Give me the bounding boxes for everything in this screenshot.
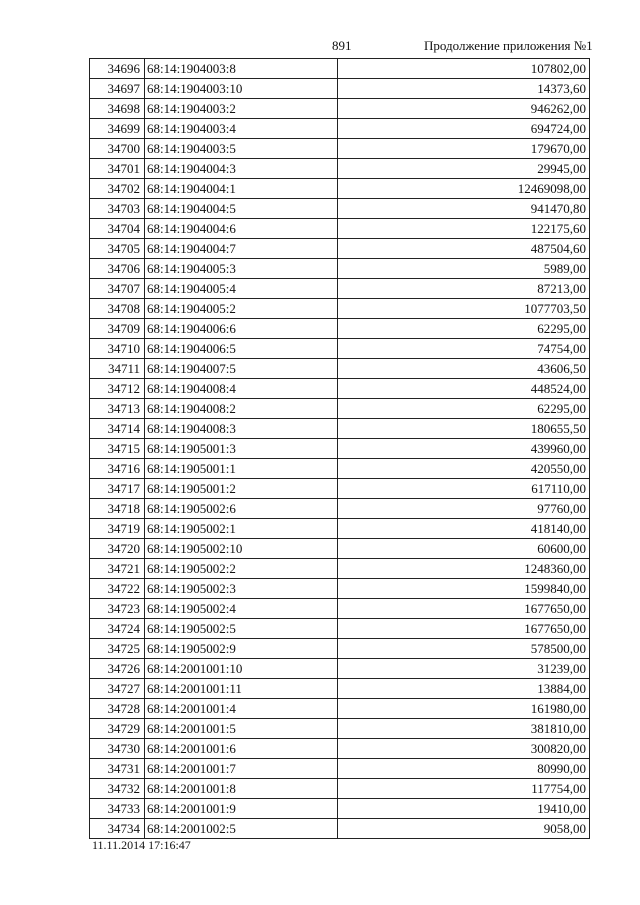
- value-cell: 381810,00: [338, 719, 590, 739]
- cadastral-number-cell: 68:14:2001001:9: [145, 799, 338, 819]
- table-row: [90, 359, 590, 379]
- row-number-cell: 34727: [90, 679, 145, 699]
- table-row: [90, 799, 590, 819]
- cadastral-number-cell: 68:14:1904006:6: [145, 319, 338, 339]
- value-cell: 617110,00: [338, 479, 590, 499]
- row-number-cell: 34700: [90, 139, 145, 159]
- row-number-cell: 34708: [90, 299, 145, 319]
- value-cell: 941470,80: [338, 199, 590, 219]
- cadastral-number-cell: 68:14:1904004:7: [145, 239, 338, 259]
- table-row: [90, 439, 590, 459]
- cadastral-number-cell: 68:14:1905002:3: [145, 579, 338, 599]
- cadastral-number-cell: 68:14:2001001:8: [145, 779, 338, 799]
- row-number-cell: 34731: [90, 759, 145, 779]
- cadastral-number-cell: 68:14:1904003:10: [145, 79, 338, 99]
- table-row: [90, 219, 590, 239]
- value-cell: 117754,00: [338, 779, 590, 799]
- row-number-cell: 34723: [90, 599, 145, 619]
- table-row: [90, 559, 590, 579]
- cadastral-number-cell: 68:14:1905002:9: [145, 639, 338, 659]
- table-row: [90, 779, 590, 799]
- row-number-cell: 34706: [90, 259, 145, 279]
- value-cell: 19410,00: [338, 799, 590, 819]
- cadastral-number-cell: 68:14:1904004:5: [145, 199, 338, 219]
- table-row: [90, 159, 590, 179]
- row-number-cell: 34698: [90, 99, 145, 119]
- continuation-note: Продолжение приложения №1: [424, 38, 593, 53]
- value-cell: 74754,00: [338, 339, 590, 359]
- row-number-cell: 34717: [90, 479, 145, 499]
- row-number-cell: 34704: [90, 219, 145, 239]
- cadastral-number-cell: 68:14:2001001:7: [145, 759, 338, 779]
- value-cell: 180655,50: [338, 419, 590, 439]
- value-cell: 578500,00: [338, 639, 590, 659]
- table-row: [90, 399, 590, 419]
- row-number-cell: 34716: [90, 459, 145, 479]
- cadastral-number-cell: 68:14:1904005:4: [145, 279, 338, 299]
- table-row: [90, 599, 590, 619]
- row-number-cell: 34722: [90, 579, 145, 599]
- value-cell: 122175,60: [338, 219, 590, 239]
- table-row: [90, 739, 590, 759]
- cadastral-number-cell: 68:14:2001001:6: [145, 739, 338, 759]
- cadastral-number-cell: 68:14:1904003:5: [145, 139, 338, 159]
- table-row: [90, 339, 590, 359]
- cadastral-number-cell: 68:14:1904008:3: [145, 419, 338, 439]
- row-number-cell: 34721: [90, 559, 145, 579]
- cadastral-number-cell: 68:14:1904005:2: [145, 299, 338, 319]
- row-number-cell: 34713: [90, 399, 145, 419]
- row-number-cell: 34709: [90, 319, 145, 339]
- value-cell: 62295,00: [338, 319, 590, 339]
- row-number-cell: 34728: [90, 699, 145, 719]
- value-cell: 694724,00: [338, 119, 590, 139]
- table-row: [90, 299, 590, 319]
- value-cell: 1677650,00: [338, 599, 590, 619]
- value-cell: 97760,00: [338, 499, 590, 519]
- value-cell: 29945,00: [338, 159, 590, 179]
- row-number-cell: 34724: [90, 619, 145, 639]
- value-cell: 9058,00: [338, 819, 590, 839]
- value-cell: 487504,60: [338, 239, 590, 259]
- table-row: [90, 459, 590, 479]
- row-number-cell: 34718: [90, 499, 145, 519]
- table-row: [90, 179, 590, 199]
- table-row: [90, 679, 590, 699]
- row-number-cell: 34705: [90, 239, 145, 259]
- row-number-cell: 34733: [90, 799, 145, 819]
- value-cell: 107802,00: [338, 59, 590, 79]
- value-cell: 946262,00: [338, 99, 590, 119]
- page-number: 891: [332, 38, 352, 53]
- cadastral-number-cell: 68:14:1904003:2: [145, 99, 338, 119]
- value-cell: 14373,60: [338, 79, 590, 99]
- table-row: [90, 819, 590, 839]
- row-number-cell: 34701: [90, 159, 145, 179]
- table-row: [90, 619, 590, 639]
- row-number-cell: 34732: [90, 779, 145, 799]
- row-number-cell: 34715: [90, 439, 145, 459]
- value-cell: 43606,50: [338, 359, 590, 379]
- table-row: [90, 59, 590, 79]
- row-number-cell: 34696: [90, 59, 145, 79]
- table-row: [90, 319, 590, 339]
- cadastral-number-cell: 68:14:2001001:10: [145, 659, 338, 679]
- cadastral-number-cell: 68:14:2001001:4: [145, 699, 338, 719]
- cadastral-number-cell: 68:14:1904007:5: [145, 359, 338, 379]
- table-row: [90, 659, 590, 679]
- row-number-cell: 34714: [90, 419, 145, 439]
- table-row: [90, 199, 590, 219]
- cadastral-number-cell: 68:14:1904004:3: [145, 159, 338, 179]
- row-number-cell: 34712: [90, 379, 145, 399]
- value-cell: 161980,00: [338, 699, 590, 719]
- value-cell: 439960,00: [338, 439, 590, 459]
- row-number-cell: 34719: [90, 519, 145, 539]
- cadastral-number-cell: 68:14:1905001:2: [145, 479, 338, 499]
- value-cell: 87213,00: [338, 279, 590, 299]
- cadastral-number-cell: 68:14:1905002:6: [145, 499, 338, 519]
- value-cell: 80990,00: [338, 759, 590, 779]
- cadastral-number-cell: 68:14:1904004:1: [145, 179, 338, 199]
- row-number-cell: 34729: [90, 719, 145, 739]
- cadastral-number-cell: 68:14:1904005:3: [145, 259, 338, 279]
- table-row: [90, 279, 590, 299]
- cadastral-number-cell: 68:14:2001002:5: [145, 819, 338, 839]
- cadastral-number-cell: 68:14:1904003:4: [145, 119, 338, 139]
- table-row: [90, 119, 590, 139]
- table-row: [90, 259, 590, 279]
- cadastral-number-cell: 68:14:1905001:3: [145, 439, 338, 459]
- table-row: [90, 79, 590, 99]
- table-row: [90, 239, 590, 259]
- table-body: [90, 59, 590, 839]
- cadastral-number-cell: 68:14:1905002:2: [145, 559, 338, 579]
- table-row: [90, 639, 590, 659]
- value-cell: 179670,00: [338, 139, 590, 159]
- value-cell: 5989,00: [338, 259, 590, 279]
- cadastral-number-cell: 68:14:1904006:5: [145, 339, 338, 359]
- row-number-cell: 34734: [90, 819, 145, 839]
- row-number-cell: 34725: [90, 639, 145, 659]
- row-number-cell: 34699: [90, 119, 145, 139]
- value-cell: 300820,00: [338, 739, 590, 759]
- table-row: [90, 719, 590, 739]
- table-row: [90, 99, 590, 119]
- cadastral-number-cell: 68:14:1904008:2: [145, 399, 338, 419]
- print-timestamp: 11.11.2014 17:16:47: [92, 838, 191, 852]
- table-row: [90, 499, 590, 519]
- value-cell: 13884,00: [338, 679, 590, 699]
- cadastral-number-cell: 68:14:1905002:10: [145, 539, 338, 559]
- row-number-cell: 34703: [90, 199, 145, 219]
- row-number-cell: 34711: [90, 359, 145, 379]
- table-row: [90, 519, 590, 539]
- value-cell: 1248360,00: [338, 559, 590, 579]
- row-number-cell: 34697: [90, 79, 145, 99]
- value-cell: 1677650,00: [338, 619, 590, 639]
- table-row: [90, 479, 590, 499]
- value-cell: 418140,00: [338, 519, 590, 539]
- value-cell: 12469098,00: [338, 179, 590, 199]
- row-number-cell: 34702: [90, 179, 145, 199]
- table-row: [90, 419, 590, 439]
- table-row: [90, 579, 590, 599]
- value-cell: 420550,00: [338, 459, 590, 479]
- cadastral-number-cell: 68:14:2001001:5: [145, 719, 338, 739]
- value-cell: 1077703,50: [338, 299, 590, 319]
- table-row: [90, 699, 590, 719]
- value-cell: 60600,00: [338, 539, 590, 559]
- cadastral-number-cell: 68:14:1905002:4: [145, 599, 338, 619]
- table-row: [90, 539, 590, 559]
- cadastral-number-cell: 68:14:1904008:4: [145, 379, 338, 399]
- table-row: [90, 759, 590, 779]
- cadastral-number-cell: 68:14:2001001:11: [145, 679, 338, 699]
- row-number-cell: 34720: [90, 539, 145, 559]
- row-number-cell: 34730: [90, 739, 145, 759]
- row-number-cell: 34710: [90, 339, 145, 359]
- value-cell: 448524,00: [338, 379, 590, 399]
- cadastral-number-cell: 68:14:1905002:1: [145, 519, 338, 539]
- cadastral-number-cell: 68:14:1904003:8: [145, 59, 338, 79]
- value-cell: 31239,00: [338, 659, 590, 679]
- row-number-cell: 34726: [90, 659, 145, 679]
- row-number-cell: 34707: [90, 279, 145, 299]
- cadastral-number-cell: 68:14:1904004:6: [145, 219, 338, 239]
- table-row: [90, 379, 590, 399]
- value-cell: 62295,00: [338, 399, 590, 419]
- table-row: [90, 139, 590, 159]
- cadastral-number-cell: 68:14:1905002:5: [145, 619, 338, 639]
- registry-table: [89, 58, 590, 839]
- cadastral-number-cell: 68:14:1905001:1: [145, 459, 338, 479]
- value-cell: 1599840,00: [338, 579, 590, 599]
